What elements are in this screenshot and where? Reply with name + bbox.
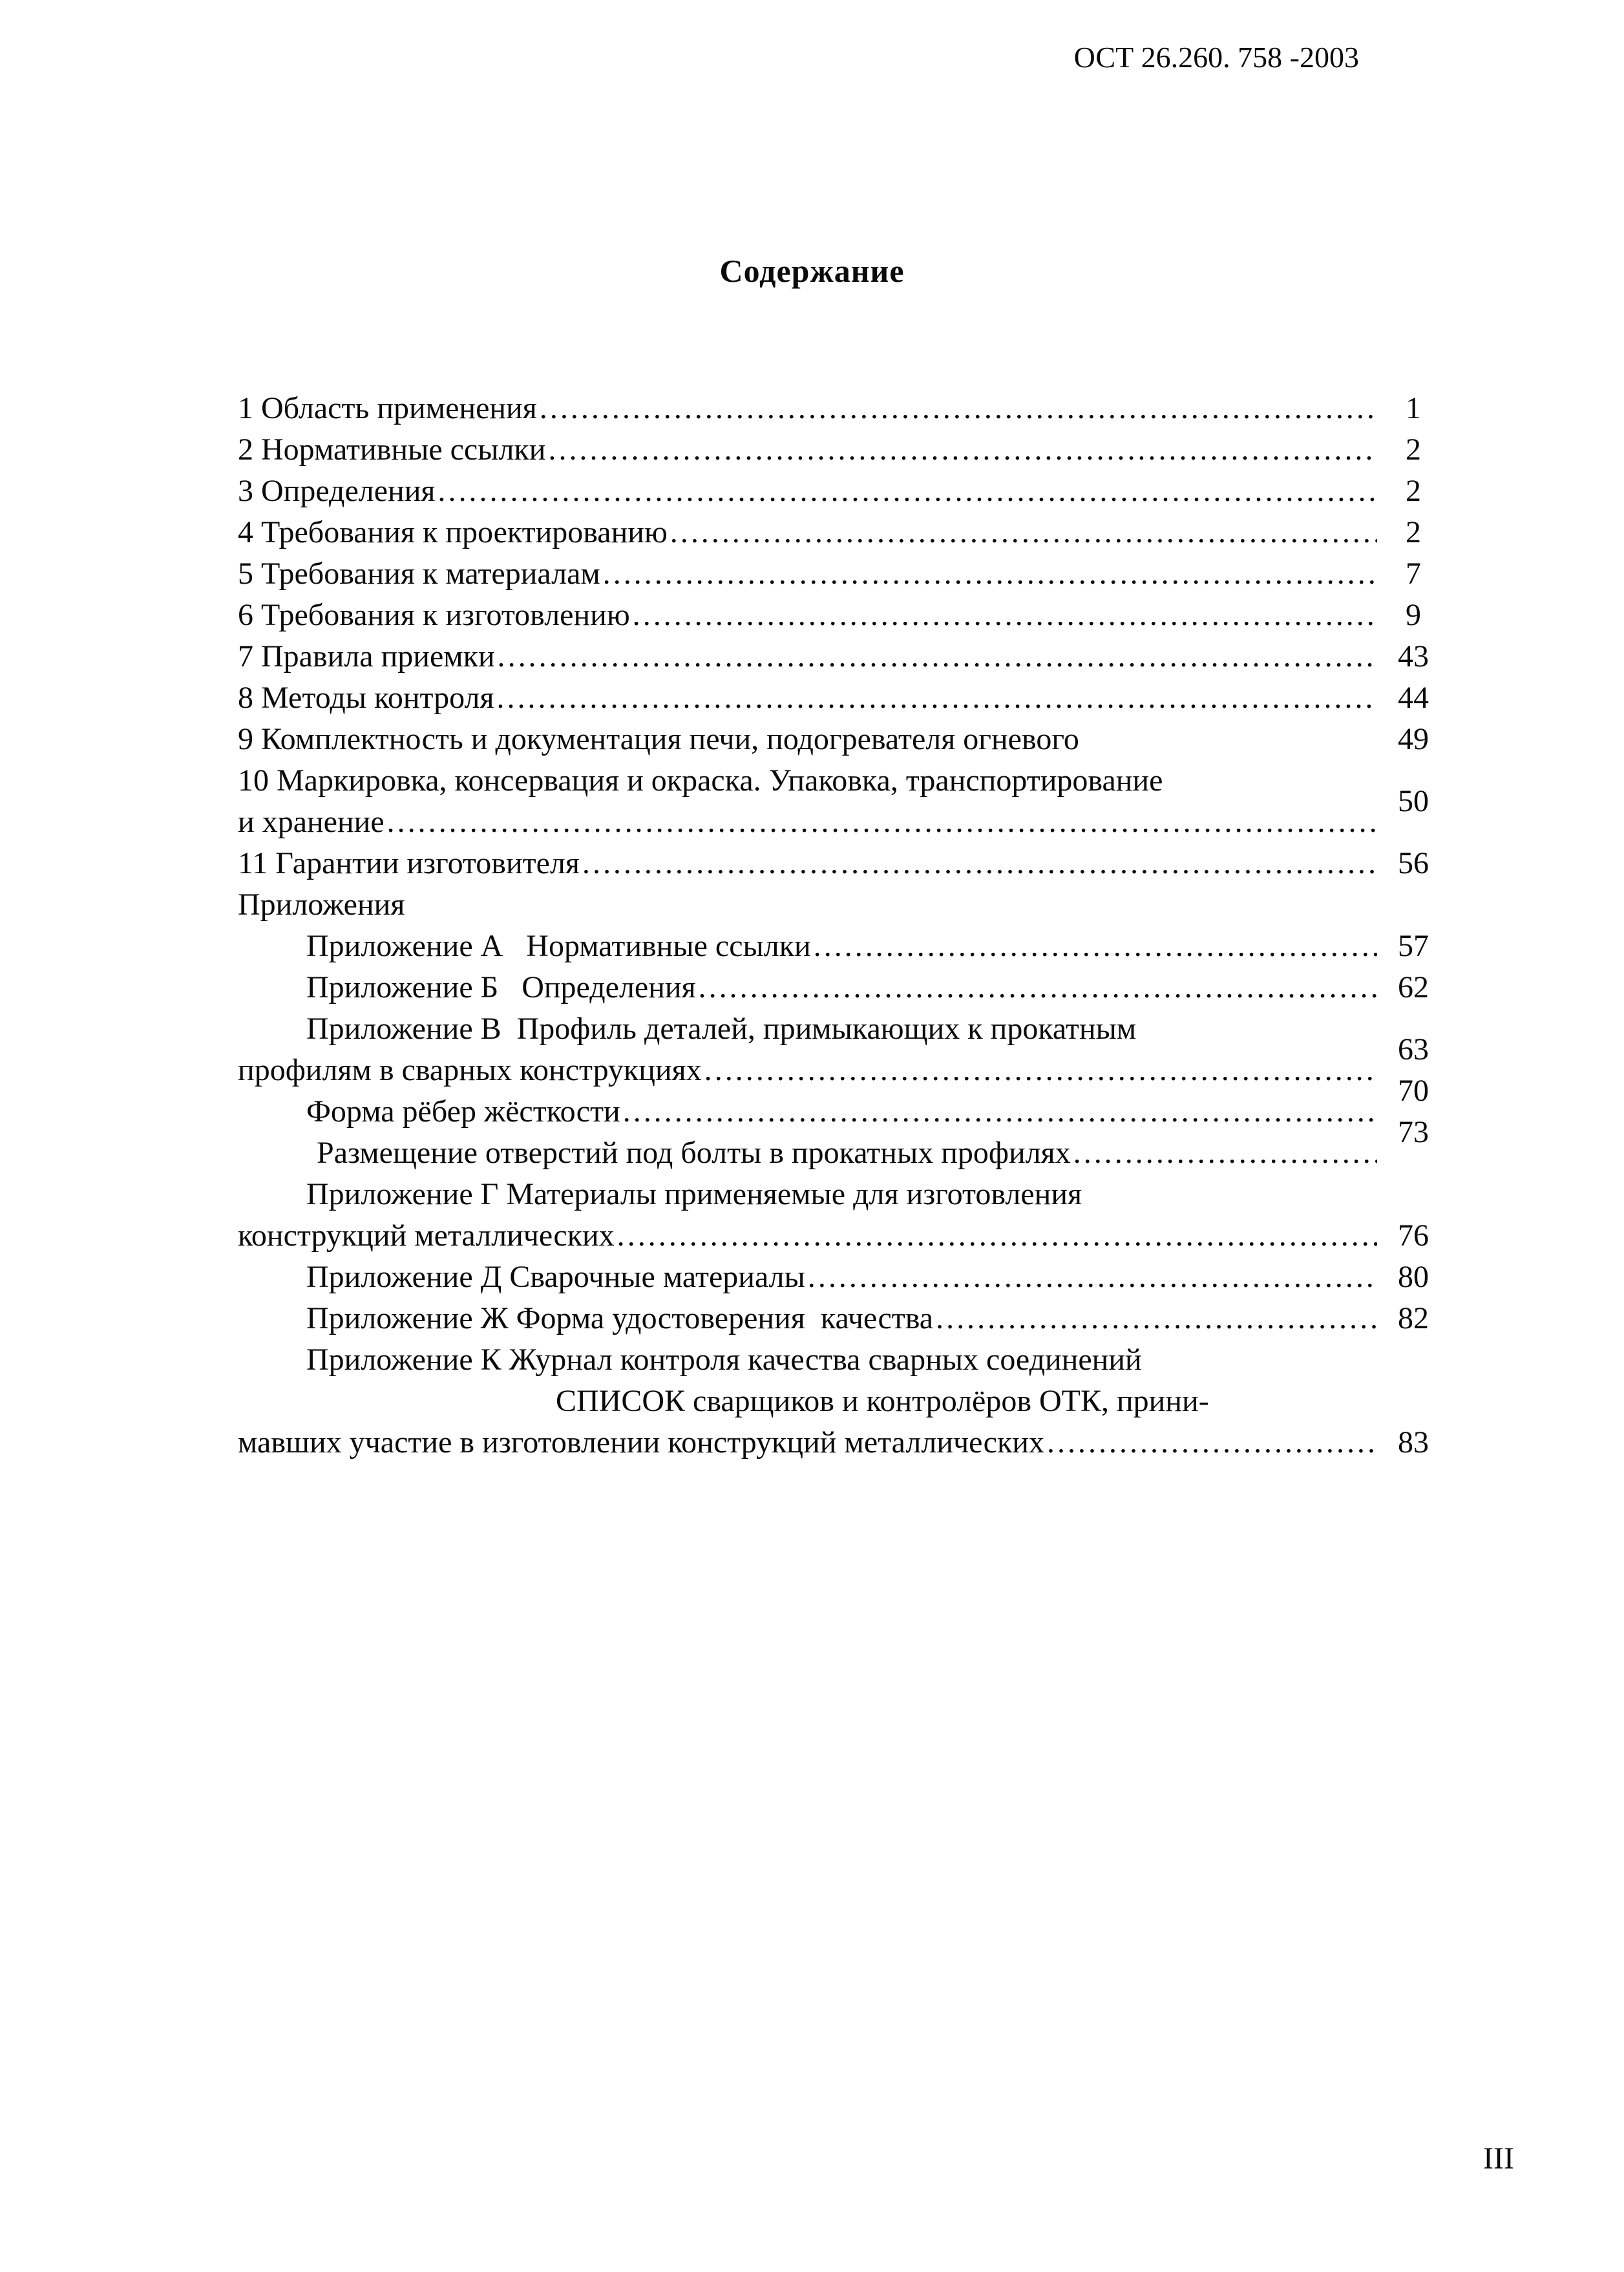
- page-title: Содержание: [719, 253, 905, 289]
- toc-entry-page: 49: [1398, 722, 1429, 756]
- toc-entry-label: Приложение Д Сварочные материалы: [306, 1260, 805, 1294]
- toc-entry-label: Приложение В Профиль деталей, примыкающих к прокатным: [306, 1012, 1137, 1046]
- toc-entry-page: 1: [1406, 391, 1421, 425]
- toc-entry: [238, 471, 1450, 512]
- toc-entry-page: 44: [1398, 681, 1429, 715]
- dot-leader: [702, 1050, 1377, 1091]
- toc-entry-label: 5 Требования к материалам: [238, 557, 600, 591]
- dot-leader: [600, 553, 1377, 595]
- toc-entry-label: 11 Гарантии изготовителя: [238, 846, 580, 880]
- toc-entry: [238, 926, 1450, 967]
- toc-entry-label: конструкций металлических: [238, 1218, 615, 1253]
- toc-entry: [238, 388, 1450, 429]
- toc-entry: [238, 429, 1450, 471]
- toc-entry-label: и хранение: [238, 805, 385, 839]
- dot-leader: [630, 595, 1377, 636]
- toc-entry-label: Приложение А Нормативные ссылки: [306, 929, 811, 963]
- toc-entry-page: 62: [1398, 970, 1429, 1004]
- toc-entry-label: Приложения: [238, 887, 405, 922]
- toc-entry: [238, 595, 1450, 636]
- dot-leader: [545, 429, 1377, 471]
- toc-entry-label: 7 Правила приемки: [238, 639, 495, 674]
- dot-leader: [537, 388, 1377, 429]
- toc-entry-page: 43: [1398, 639, 1429, 674]
- toc-entry-label: 2 Нормативные ссылки: [238, 432, 546, 467]
- toc-entry-label: профилям в сварных конструкциях: [238, 1053, 702, 1087]
- toc-entry: [238, 1422, 1450, 1463]
- toc-entry: [238, 512, 1450, 553]
- dot-leader: [620, 1091, 1377, 1132]
- dot-leader: [495, 636, 1377, 677]
- dot-leader: [580, 843, 1377, 884]
- toc-entry-page: 7: [1406, 557, 1421, 591]
- toc-list: [238, 388, 1450, 1463]
- toc-entry-page: 76: [1398, 1218, 1429, 1253]
- toc-entry-page: 80: [1398, 1260, 1429, 1294]
- toc-entry: [238, 677, 1450, 719]
- toc-entry: [238, 1215, 1450, 1257]
- toc-entry-page: 2: [1406, 474, 1421, 508]
- toc-entry-label: 9 Комплектность и документация печи, подогревателя огневого: [238, 722, 1079, 756]
- dot-leader: [805, 1257, 1377, 1298]
- toc-entry: [238, 636, 1450, 677]
- toc-entry: [238, 1257, 1450, 1298]
- toc-entry-label: мавших участие в изготовлении конструкций металлических: [238, 1425, 1044, 1460]
- toc-entry: [238, 1132, 1450, 1174]
- toc-entry: [238, 553, 1450, 595]
- toc-entry-page: 9: [1406, 598, 1421, 632]
- toc-entry: [238, 1091, 1450, 1149]
- toc-entry-label: 1 Область применения: [238, 391, 537, 425]
- toc-entry-label: Приложение Б Определения: [306, 970, 696, 1004]
- toc-entry: [238, 843, 1450, 884]
- dot-leader: [811, 926, 1377, 967]
- toc-entry-page: 83: [1398, 1425, 1429, 1460]
- dot-leader: [435, 471, 1377, 512]
- toc-entry: [238, 1339, 1450, 1381]
- dot-leader: [696, 967, 1377, 1008]
- toc-entry-page: 2: [1406, 515, 1421, 549]
- folio-page-number: III: [1483, 2141, 1514, 2176]
- dot-leader: [1071, 1132, 1377, 1174]
- toc-entry-page: 50: [1398, 784, 1429, 818]
- toc-entry-label: Форма рёбер жёсткости: [306, 1094, 620, 1129]
- toc-entry-page: 2: [1406, 432, 1421, 467]
- toc-entry-label: Приложение Г Материалы применяемые для изготовления: [306, 1177, 1082, 1211]
- toc-entry: [238, 1050, 1450, 1108]
- toc-entry-label: 10 Маркировка, консервация и окраска. Упаковка, транспортирование: [238, 763, 1163, 798]
- toc-entry-page: 73: [1398, 1115, 1429, 1149]
- dot-leader: [933, 1298, 1377, 1339]
- toc-entry-label: Приложение К Журнал контроля качества сварных соединений: [306, 1343, 1142, 1377]
- toc-entry-page: 82: [1398, 1301, 1429, 1335]
- document-number: ОСТ 26.260. 758 -2003: [1073, 41, 1359, 74]
- toc-entry-label: Размещение отверстий под болты в прокатных профилях: [317, 1136, 1071, 1170]
- toc-entry: [238, 719, 1450, 760]
- toc-entry-label: СПИСОК сварщиков и контролёров ОТК, прини-: [556, 1384, 1209, 1418]
- toc-entry: [238, 760, 1450, 818]
- dot-leader: [668, 512, 1377, 553]
- toc-entry-label: 3 Определения: [238, 474, 436, 508]
- toc-entry-page: 70: [1398, 1074, 1429, 1108]
- toc-entry: [238, 1174, 1450, 1215]
- toc-entry-page: 63: [1398, 1032, 1429, 1067]
- dot-leader: [494, 677, 1377, 719]
- dot-leader: [1044, 1422, 1377, 1463]
- toc-entry-label: 4 Требования к проектированию: [238, 515, 668, 549]
- toc-entry: [238, 967, 1450, 1008]
- toc-entry: [238, 1008, 1450, 1067]
- dot-leader: [385, 802, 1377, 843]
- toc-entry: [238, 1298, 1450, 1339]
- toc-entry: [238, 884, 1450, 926]
- toc-entry-label: 8 Методы контроля: [238, 681, 494, 715]
- toc-entry: [238, 802, 1450, 843]
- toc-entry: [238, 1381, 1450, 1422]
- toc-entry-label: 6 Требования к изготовлению: [238, 598, 630, 632]
- toc-entry-page: 56: [1398, 846, 1429, 880]
- toc-entry-label: Приложение Ж Форма удостоверения качества: [306, 1301, 934, 1335]
- dot-leader: [615, 1215, 1377, 1257]
- toc-entry-page: 57: [1398, 929, 1429, 963]
